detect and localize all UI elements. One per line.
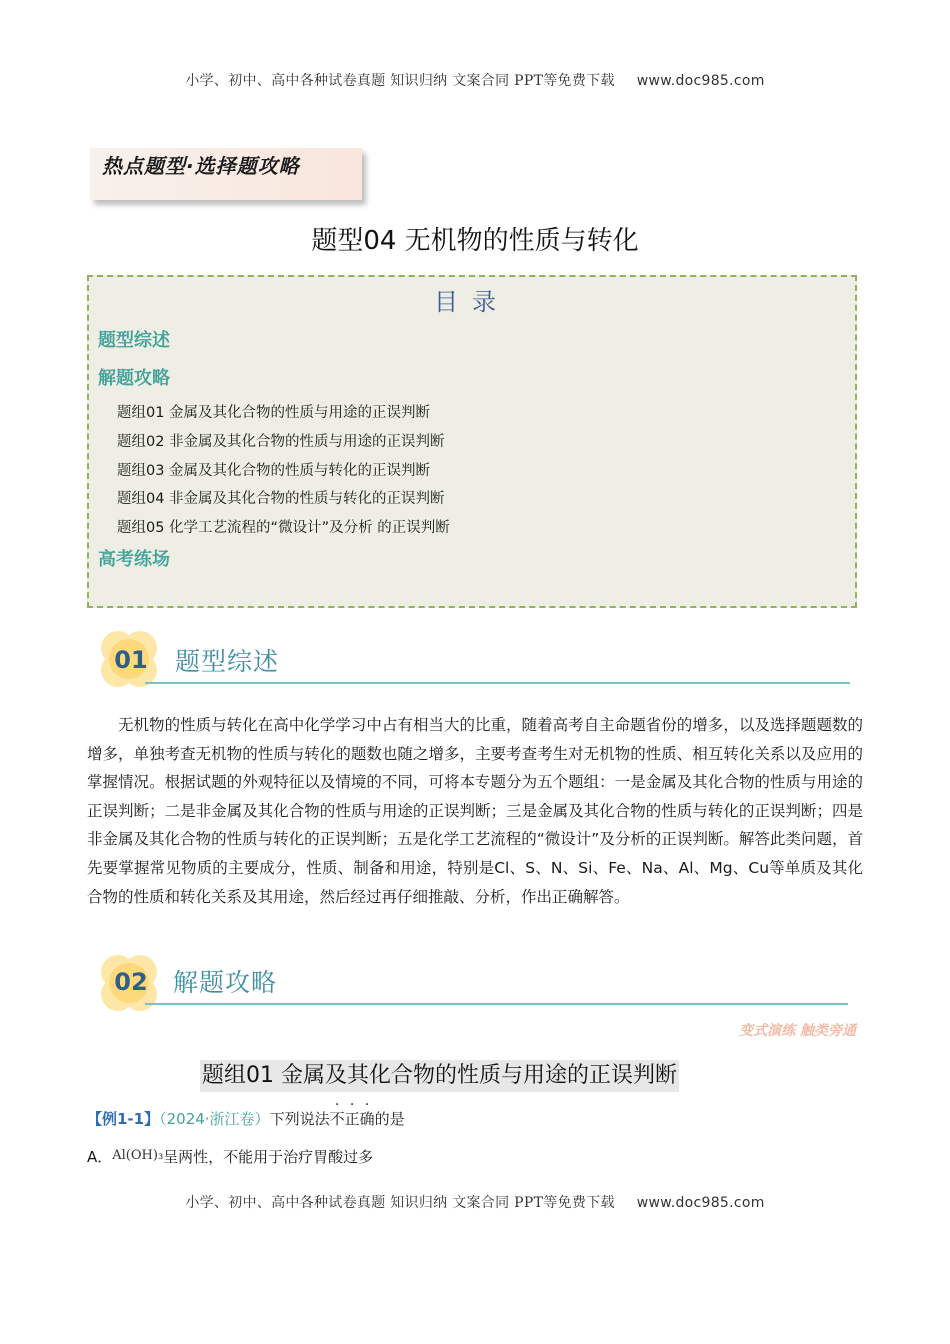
section-title: 题型综述 [175, 647, 280, 676]
footer-url[interactable]: www.doc985.com [636, 1195, 765, 1211]
toc-heading: 目录 [434, 288, 510, 316]
section-title: 解题攻略 [173, 968, 278, 997]
toc-section-practice[interactable]: 高考练场 [98, 549, 170, 570]
toc-item[interactable]: 题组01 金属及其化合物的性质与用途的正误判断 [117, 405, 431, 421]
option-a[interactable] [87, 1146, 373, 1167]
toc-item[interactable]: 题组02 非金属及其化合物的性质与用途的正误判断 [117, 434, 445, 450]
page-header [0, 70, 950, 90]
emphasis-char: 确 [359, 1110, 375, 1128]
question-text-end: 的是 [374, 1110, 405, 1128]
example-source: （2024·浙江卷） [159, 1110, 270, 1128]
header-text: 小学、初中、高中各种试卷真题 知识归纳 文案合同 PPT等免费下载 [185, 73, 615, 89]
toc-item[interactable]: 题组05 化学工艺流程的“微设计”及分析 的正误判断 [117, 520, 450, 536]
example-question [87, 1108, 405, 1129]
page-footer [0, 1192, 950, 1212]
section-number: 02 [114, 968, 148, 996]
emphasis-char: 正 [344, 1110, 360, 1128]
practice-tag: 变式演练 触类旁通 [739, 1023, 856, 1039]
question-text-start: 下列说法 [269, 1110, 330, 1128]
banner-label: 热点题型·选择题攻略 [102, 154, 300, 178]
toc-item[interactable]: 题组04 非金属及其化合物的性质与转化的正误判断 [117, 491, 445, 507]
section-number: 01 [114, 646, 148, 674]
option-letter: A． [87, 1148, 113, 1166]
toc-section-overview[interactable]: 题型综述 [98, 330, 170, 351]
option-text: 呈两性，不能用于治疗胃酸过多 [163, 1148, 374, 1166]
document-title: 题型04 无机物的性质与转化 [311, 226, 639, 256]
section-divider [145, 1003, 848, 1005]
emphasis-char: 不 [329, 1110, 345, 1128]
overview-paragraph: 无机物的性质与转化在高中化学学习中占有相当大的比重，随着高考自主命题省份的增多，以及选择题题数的增多，单独考查无机物的性质与转化的题数也随之增多，主要考查考生对无机物的性质、相互转化关系以及应用的掌握情况。根据试题的外观特征以及情境的不同，可将本专题分为五个题组：一是金属及其化合物的性质与用途的正误判断；二是非金属及其化合物的性质与用途的正误判断；三是金属及其化合物的性质与转化的正误判断；四是非金属及其化合物的性质与转化的正误判断；五是化学工艺流程的“微设计”及分析的正误判断。解答此类问题，首先要掌握常见物质的主要成分，性质、制备和用途，特别是Cl、S、N、Si、Fe、Na、Al、Mg、Cu等单质及其化合物的性质和转化关系及其用途，然后经过再仔细推敲、分析，作出正确解答。 [87, 716, 863, 906]
chemical-formula: Al(OH)₃ [112, 1148, 164, 1163]
toc-section-strategy[interactable]: 解题攻略 [98, 368, 170, 389]
example-label: 【例1-1】 [87, 1110, 160, 1128]
footer-text: 小学、初中、高中各种试卷真题 知识归纳 文案合同 PPT等免费下载 [185, 1195, 615, 1211]
header-url[interactable]: www.doc985.com [636, 73, 765, 89]
section-divider [145, 682, 850, 684]
group-title: 题组01 金属及其化合物的性质与用途的正误判断 [200, 1060, 679, 1092]
toc-item[interactable]: 题组03 金属及其化合物的性质与转化的正误判断 [117, 463, 431, 479]
